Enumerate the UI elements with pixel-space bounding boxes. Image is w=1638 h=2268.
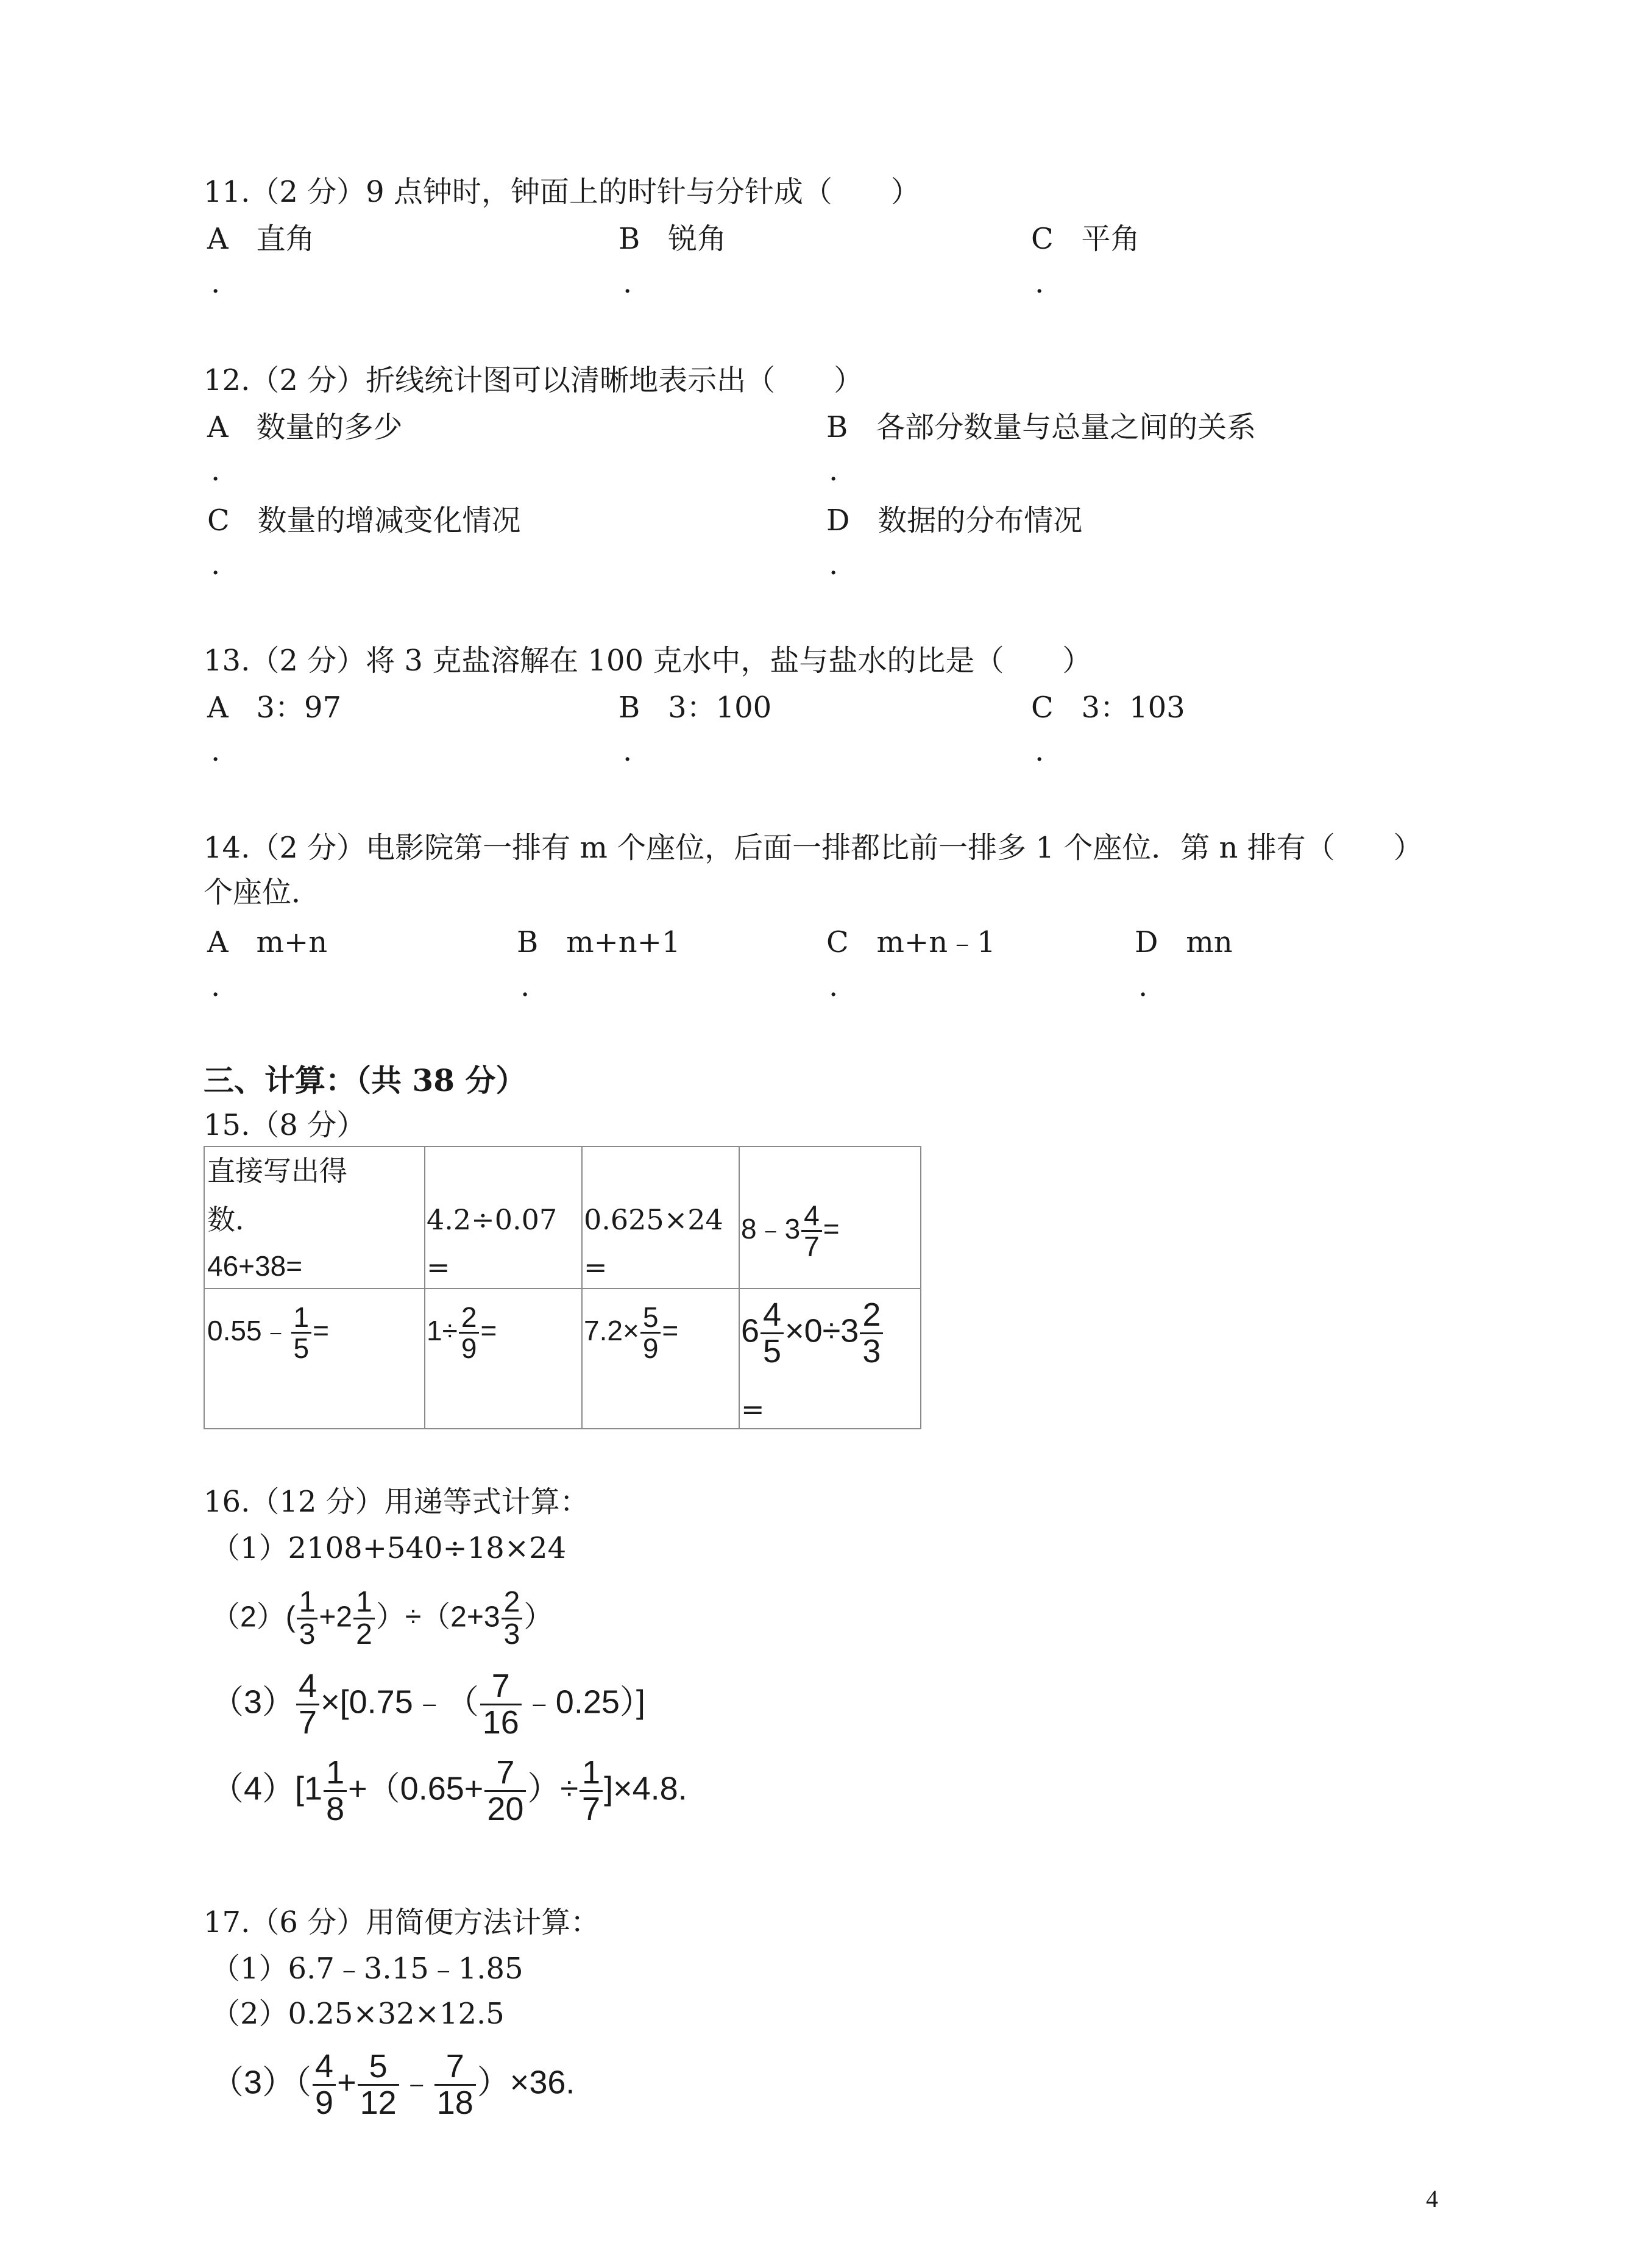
option-text: 直角 bbox=[256, 222, 315, 256]
option-letter: D bbox=[826, 503, 850, 538]
option-letter: C bbox=[1031, 691, 1054, 725]
q13-option-c[interactable] bbox=[1031, 691, 1185, 725]
q14-option-c[interactable] bbox=[826, 925, 996, 959]
option-dot: . bbox=[1035, 734, 1044, 768]
q11-option-a[interactable] bbox=[207, 224, 314, 254]
option-text: m+n+1 bbox=[566, 925, 681, 959]
fraction: $\frac{1}{3}$ bbox=[297, 1587, 318, 1651]
q12-option-d[interactable] bbox=[826, 503, 1083, 538]
option-text: 3：100 bbox=[668, 691, 772, 725]
cell-text: 4.2÷0.07 bbox=[427, 1203, 558, 1236]
q17-part-2: （2）0.25×32×12.5 bbox=[211, 1997, 505, 2031]
q12-option-c[interactable] bbox=[207, 503, 521, 538]
q16-title: 16.（12 分）用递等式计算： bbox=[204, 1485, 589, 1519]
option-letter: B bbox=[619, 222, 640, 256]
option-dot: . bbox=[1035, 266, 1044, 300]
option-letter: A bbox=[207, 925, 229, 959]
q16-part-1: （1）2108+540÷18×24 bbox=[211, 1531, 567, 1565]
fraction: $\frac{5}{12}$ bbox=[358, 2049, 399, 2120]
q11-stem: 11.（2 分）9 点钟时，钟面上的时针与分针成（ ） bbox=[204, 175, 920, 209]
q13-option-a[interactable] bbox=[207, 691, 342, 725]
fraction: $\frac{7}{18}$ bbox=[434, 2049, 476, 2120]
section-heading: 三、计算：（共 38 分） bbox=[204, 1062, 526, 1098]
option-letter: A bbox=[207, 222, 229, 256]
option-text: 数量的多少 bbox=[256, 410, 403, 444]
option-text: m+n bbox=[256, 925, 328, 959]
option-dot: . bbox=[829, 547, 838, 581]
q15-title: 15.（8 分） bbox=[204, 1108, 366, 1142]
option-text: 锐角 bbox=[668, 222, 727, 256]
q14-option-d[interactable] bbox=[1135, 925, 1233, 959]
option-dot: . bbox=[829, 969, 838, 1003]
fraction: $\frac{1}{5}$ bbox=[291, 1303, 312, 1363]
fraction: $\frac{4}{7}$ bbox=[801, 1201, 822, 1262]
cell-text: 46+38= bbox=[207, 1250, 303, 1282]
option-letter: A bbox=[207, 410, 229, 444]
cell-text: 数． bbox=[207, 1203, 263, 1236]
cell-text: = bbox=[584, 1251, 608, 1284]
table-cell bbox=[204, 1146, 425, 1289]
q11-option-c[interactable] bbox=[1031, 224, 1140, 254]
table-cell bbox=[581, 1288, 740, 1429]
q16-part-2: （2）( $\frac{1}{3}$ +2 $\frac{1}{2}$ ）÷（2+3 $\frac{2}{3}$ ） bbox=[211, 1586, 553, 1651]
fraction: $\frac{1}{2}$ bbox=[353, 1587, 375, 1651]
option-dot: . bbox=[520, 969, 530, 1003]
fraction: $\frac{2}{3}$ bbox=[502, 1587, 523, 1651]
page-number: 4 bbox=[1426, 2185, 1438, 2213]
option-text: 数量的增减变化情况 bbox=[257, 503, 521, 538]
option-dot: . bbox=[211, 453, 221, 488]
option-dot: . bbox=[211, 969, 221, 1003]
q14-option-b[interactable] bbox=[517, 925, 681, 959]
fraction: $\frac{5}{9}$ bbox=[640, 1303, 661, 1363]
q17-part-3: （3）（ $\frac{4}{9}$ + $\frac{5}{12}$ ﹣ $\frac{7}{18}$ ）×36. bbox=[211, 2048, 575, 2121]
option-text: 3：97 bbox=[256, 691, 342, 725]
option-text: m+n﹣1 bbox=[876, 925, 996, 959]
option-dot: . bbox=[211, 734, 221, 768]
fraction: $\frac{7}{16}$ bbox=[480, 1669, 522, 1740]
cell-expression: 1÷ $\frac{2}{9}$ = bbox=[427, 1301, 497, 1365]
q14-option-a[interactable] bbox=[207, 925, 328, 959]
q12-option-a[interactable] bbox=[207, 410, 403, 444]
option-letter: B bbox=[619, 691, 640, 725]
option-dot: . bbox=[211, 547, 221, 581]
cell-text: 直接写出得 bbox=[207, 1154, 347, 1187]
q16-part-3: （3） $\frac{4}{7}$ ×[0.75﹣（ $\frac{7}{16}$ ﹣0.25）] bbox=[211, 1668, 645, 1741]
table-cell bbox=[204, 1288, 425, 1429]
option-letter: C bbox=[826, 925, 849, 959]
option-text: mn bbox=[1186, 925, 1233, 959]
table-cell bbox=[424, 1146, 583, 1289]
q13-option-b[interactable] bbox=[619, 691, 772, 725]
cell-expression: 6 $\frac{4}{5}$ ×0÷3 $\frac{2}{3}$ bbox=[741, 1298, 884, 1368]
fraction: $\frac{4}{5}$ bbox=[760, 1298, 784, 1368]
option-letter: D bbox=[1135, 925, 1158, 959]
option-text: 各部分数量与总量之间的关系 bbox=[876, 410, 1257, 444]
fraction: $\frac{4}{9}$ bbox=[313, 2049, 336, 2120]
option-text: 平角 bbox=[1081, 222, 1140, 256]
option-letter: B bbox=[826, 410, 848, 444]
cell-text: 0.625×24 bbox=[584, 1203, 723, 1236]
fraction: $\frac{1}{7}$ bbox=[580, 1755, 603, 1826]
q12-stem: 12.（2 分）折线统计图可以清晰地表示出（ ） bbox=[204, 363, 863, 397]
fraction: $\frac{4}{7}$ bbox=[296, 1669, 319, 1740]
cell-expression: 0.55﹣ $\frac{1}{5}$ = bbox=[207, 1301, 329, 1365]
q14-stem: 14.（2 分）电影院第一排有 m 个座位，后面一排都比前一排多 1 个座位．第 n 排有（ ） bbox=[204, 831, 1423, 865]
fraction: $\frac{2}{9}$ bbox=[459, 1303, 480, 1363]
option-dot: . bbox=[829, 453, 838, 488]
option-letter: B bbox=[517, 925, 539, 959]
calc-table bbox=[204, 1146, 921, 1429]
table-cell bbox=[739, 1146, 921, 1289]
cell-expression: 8﹣3 $\frac{4}{7}$ = bbox=[741, 1200, 840, 1263]
cell-text: = bbox=[741, 1393, 765, 1426]
option-dot: . bbox=[211, 266, 221, 300]
fraction: $\frac{1}{8}$ bbox=[324, 1755, 347, 1826]
q17-title: 17.（6 分）用简便方法计算： bbox=[204, 1905, 600, 1939]
q11-option-b[interactable] bbox=[619, 224, 726, 254]
fraction: $\frac{2}{3}$ bbox=[860, 1298, 883, 1368]
option-text: 数据的分布情况 bbox=[878, 503, 1083, 538]
option-dot: . bbox=[623, 734, 633, 768]
q16-part-4: （4）[1 $\frac{1}{8}$ +（0.65+ $\frac{7}{20}$ ）÷ $\frac{1}{7}$ ]×4.8. bbox=[211, 1754, 687, 1827]
table-cell bbox=[739, 1288, 921, 1429]
cell-text: = bbox=[427, 1251, 450, 1284]
option-letter: C bbox=[207, 503, 230, 538]
option-letter: A bbox=[207, 691, 229, 725]
q13-stem: 13.（2 分）将 3 克盐溶解在 100 克水中，盐与盐水的比是（ ） bbox=[204, 644, 1092, 678]
option-text: 3：103 bbox=[1081, 691, 1185, 725]
option-dot: . bbox=[623, 266, 633, 300]
q14-stem-continued: 个座位． bbox=[204, 875, 321, 909]
q17-part-1: （1）6.7﹣3.15﹣1.85 bbox=[211, 1952, 523, 1986]
cell-expression: 7.2× $\frac{5}{9}$ = bbox=[584, 1301, 679, 1365]
q12-option-b[interactable] bbox=[826, 410, 1257, 444]
table-cell bbox=[424, 1288, 583, 1429]
option-letter: C bbox=[1031, 222, 1054, 256]
table-cell bbox=[581, 1146, 740, 1289]
option-dot: . bbox=[1138, 969, 1148, 1003]
fraction: $\frac{7}{20}$ bbox=[484, 1755, 526, 1826]
